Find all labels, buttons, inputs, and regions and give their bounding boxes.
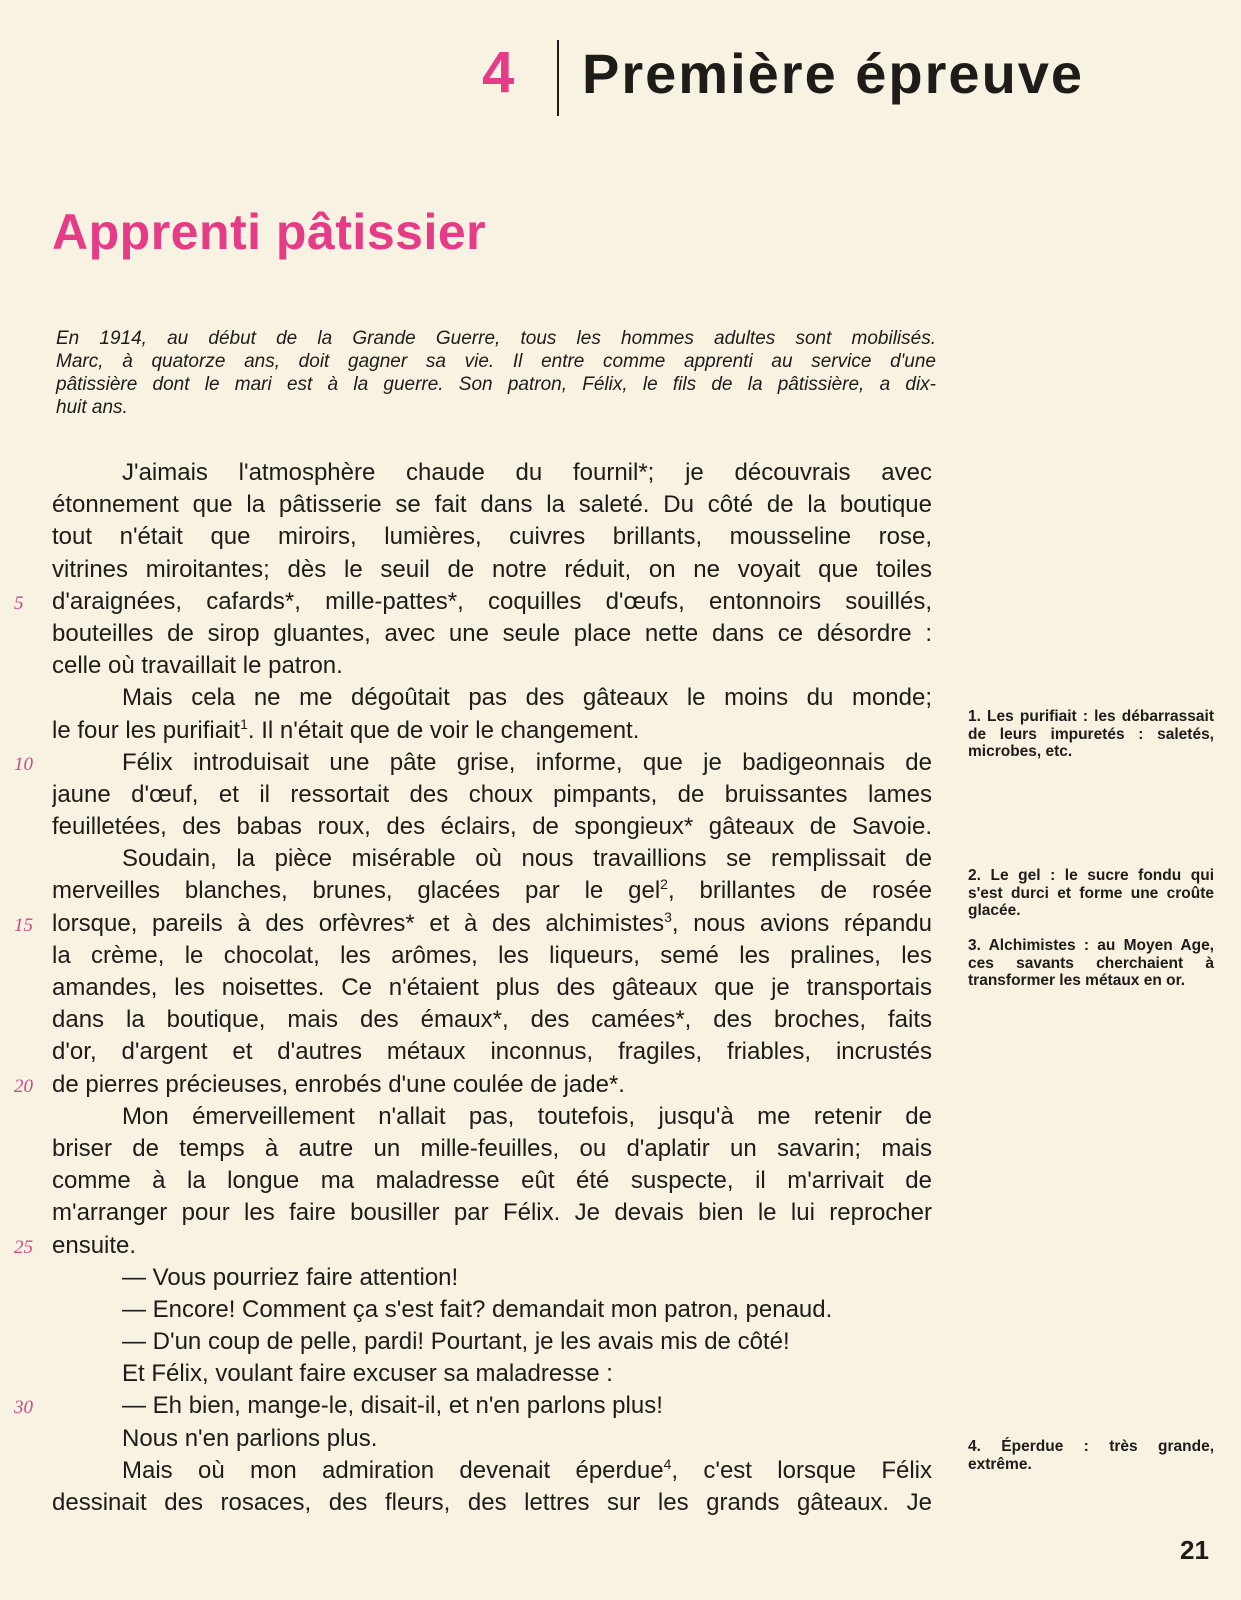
footnote-1: 1. Les purifiait : les débarrassait de leurs impuretés : saletés, microbes, etc. bbox=[968, 708, 1214, 760]
line-text-main: de pierres précieuses, enrobés d'une coulée de jade*. bbox=[52, 1070, 625, 1098]
line-text-main: — Vous pourriez faire attention! bbox=[122, 1263, 459, 1291]
line-text-main: d'or, d'argent et d'autres métaux inconnus, fragiles, friables, incrustés bbox=[52, 1038, 932, 1066]
text-line bbox=[52, 1165, 932, 1197]
text-line bbox=[52, 554, 932, 586]
line-text-main: J'aimais l'atmosphère chaude du fournil*; je découvrais avec bbox=[122, 459, 932, 486]
line-text-main: celle où travaillait le patron. bbox=[52, 652, 343, 680]
line-text-main: tout n'était que miroirs, lumières, cuivres brillants, mousseline rose, bbox=[52, 523, 932, 551]
line-text bbox=[52, 1294, 932, 1326]
text-line bbox=[14, 908, 932, 940]
text-line bbox=[52, 1262, 932, 1294]
line-text-main: m'arranger pour les faire bousiller par Félix. Je devais bien le lui reprocher bbox=[52, 1199, 932, 1227]
line-text bbox=[52, 908, 932, 940]
footnote-4: 4. Éperdue : très grande, extrême. bbox=[968, 1438, 1214, 1473]
line-text-main: Mais cela ne me dégoûtait pas des gâteaux le moins du monde; bbox=[122, 684, 932, 712]
line-text-main: ensuite. bbox=[52, 1231, 137, 1259]
intro-line: pâtissière dont le mari est à la guerre. Son patron, Félix, le fils de la pâtissière, a dix- bbox=[56, 374, 936, 395]
text-line bbox=[52, 457, 932, 489]
line-text bbox=[52, 940, 932, 972]
line-text-main: Mon émerveillement n'allait pas, toutefois, jusqu'à me retenir de bbox=[122, 1102, 932, 1130]
text-line bbox=[52, 1004, 932, 1036]
line-text bbox=[52, 1004, 932, 1036]
line-text bbox=[52, 682, 932, 714]
text-line bbox=[14, 1069, 932, 1101]
line-text bbox=[52, 1230, 932, 1262]
line-text-main: la crème, le chocolat, les arômes, les liqueurs, semé les pralines, les bbox=[52, 941, 932, 969]
line-text bbox=[52, 554, 932, 586]
line-text-main: briser de temps à autre un mille-feuilles, ou d'aplatir un savarin; mais bbox=[52, 1134, 932, 1162]
text-line bbox=[14, 586, 932, 618]
text-line bbox=[14, 747, 932, 779]
section-title: Apprenti pâtissier bbox=[52, 204, 487, 260]
text-line bbox=[52, 1036, 932, 1068]
footnote-2: 2. Le gel : le sucre fondu qui s'est durci et forme une croûte glacée. bbox=[968, 867, 1214, 919]
line-text-main: Et Félix, voulant faire excuser sa maladresse : bbox=[122, 1360, 613, 1388]
text-line bbox=[52, 1487, 932, 1519]
text-line bbox=[52, 650, 932, 682]
line-text-after: , brillantes de rosée bbox=[667, 877, 932, 905]
line-text bbox=[52, 1036, 932, 1068]
intro-line: huit ans. bbox=[56, 397, 128, 418]
text-line bbox=[52, 811, 932, 843]
line-text bbox=[52, 1358, 932, 1390]
intro-line: En 1914, au début de la Grande Guerre, tous les hommes adultes sont mobilisés. bbox=[56, 328, 936, 349]
text-line bbox=[52, 682, 932, 714]
line-text-main: comme à la longue ma maladresse eût été suspecte, il m'arrivait de bbox=[52, 1167, 932, 1195]
line-text bbox=[52, 811, 932, 843]
intro-paragraph bbox=[56, 327, 936, 419]
line-text bbox=[52, 843, 932, 875]
line-number: 5 bbox=[14, 592, 24, 614]
footnote-ref: 1 bbox=[240, 715, 248, 732]
line-text bbox=[52, 779, 932, 811]
line-text bbox=[52, 875, 932, 907]
line-text-main: le four les purifiait bbox=[52, 716, 241, 744]
line-number: 25 bbox=[14, 1236, 33, 1258]
line-text-main: merveilles blanches, brunes, glacées par le gel bbox=[52, 877, 661, 905]
text-line bbox=[52, 972, 932, 1004]
footnote-3: 3. Alchimistes : au Moyen Age, ces savants cherchaient à transformer les métaux en or. bbox=[968, 937, 1214, 989]
line-text-main: — Eh bien, mange-le, disait-il, et n'en parlons plus! bbox=[122, 1392, 663, 1420]
line-text bbox=[52, 747, 932, 779]
line-text bbox=[52, 618, 932, 650]
text-line bbox=[14, 1230, 932, 1262]
text-line bbox=[52, 1326, 932, 1358]
text-line bbox=[52, 1423, 932, 1455]
text-line bbox=[52, 1101, 932, 1133]
line-text bbox=[52, 1262, 932, 1294]
text-line bbox=[52, 1133, 932, 1165]
line-text-after: , c'est lorsque Félix bbox=[671, 1456, 932, 1484]
line-text-main: d'araignées, cafards*, mille-pattes*, coquilles d'œufs, entonnoirs souillés, bbox=[52, 587, 932, 615]
line-text bbox=[52, 1326, 932, 1358]
text-line bbox=[52, 618, 932, 650]
line-text-main: bouteilles de sirop gluantes, avec une seule place nette dans ce désordre : bbox=[52, 619, 932, 647]
body-text bbox=[14, 457, 932, 1519]
line-text bbox=[52, 650, 932, 682]
chapter-header bbox=[0, 40, 1241, 120]
line-text bbox=[52, 972, 932, 1004]
line-text-main: Félix introduisait une pâte grise, informe, que je badigeonnais de bbox=[122, 748, 932, 776]
line-text bbox=[52, 1390, 932, 1422]
text-line bbox=[52, 521, 932, 553]
line-text bbox=[52, 521, 932, 553]
line-text bbox=[52, 1197, 932, 1229]
chapter-title: Première épreuve bbox=[582, 42, 1085, 105]
text-line bbox=[52, 843, 932, 875]
line-text bbox=[52, 457, 932, 489]
line-text-main: Nous n'en parlions plus. bbox=[122, 1424, 378, 1452]
line-text-main: amandes, les noisettes. Ce n'étaient plus des gâteaux que je transportais bbox=[52, 974, 932, 1001]
line-text bbox=[52, 1165, 932, 1197]
footnote-ref: 3 bbox=[664, 908, 672, 925]
text-line bbox=[52, 940, 932, 972]
text-line bbox=[52, 1455, 932, 1487]
text-line bbox=[52, 1294, 932, 1326]
page-number: 21 bbox=[1180, 1535, 1209, 1565]
line-text-main: vitrines miroitantes; dès le seuil de notre réduit, on ne voyait que toiles bbox=[52, 555, 932, 583]
line-text-main: Soudain, la pièce misérable où nous travaillions se remplissait de bbox=[122, 845, 932, 873]
line-number: 15 bbox=[14, 914, 33, 936]
text-line bbox=[52, 489, 932, 521]
text-line bbox=[14, 1390, 932, 1422]
line-text-main: dessinait des rosaces, des fleurs, des lettres sur les grands gâteaux. Je bbox=[52, 1489, 932, 1516]
line-text-after: . Il n'était que de voir le changement. bbox=[247, 716, 640, 744]
chapter-separator bbox=[557, 40, 559, 116]
line-text bbox=[52, 1487, 932, 1519]
line-text bbox=[52, 1069, 932, 1101]
line-number: 20 bbox=[14, 1075, 33, 1097]
text-line bbox=[52, 779, 932, 811]
line-text-main: lorsque, pareils à des orfèvres* et à des alchimistes bbox=[52, 909, 665, 937]
line-text bbox=[52, 586, 932, 618]
line-text bbox=[52, 1101, 932, 1133]
line-text bbox=[52, 1423, 932, 1455]
line-text bbox=[52, 1455, 932, 1487]
line-number: 30 bbox=[14, 1397, 33, 1419]
line-text-main: — Encore! Comment ça s'est fait? demandait mon patron, penaud. bbox=[122, 1295, 833, 1323]
chapter-number: 4 bbox=[482, 40, 515, 105]
line-text-after: , nous avions répandu bbox=[671, 909, 932, 937]
line-text-main: — D'un coup de pelle, pardi! Pourtant, je les avais mis de côté! bbox=[122, 1328, 790, 1356]
line-text-main: dans la boutique, mais des émaux*, des camées*, des broches, faits bbox=[52, 1006, 932, 1034]
text-line bbox=[52, 875, 932, 907]
line-text bbox=[52, 1133, 932, 1165]
line-text-main: étonnement que la pâtisserie se fait dans la saleté. Du côté de la boutique bbox=[52, 491, 932, 519]
text-line bbox=[52, 1358, 932, 1390]
text-line bbox=[52, 1197, 932, 1229]
line-text-main: jaune d'œuf, et il ressortait des choux pimpants, de bruissantes lames bbox=[52, 780, 932, 808]
line-text-main: Mais où mon admiration devenait éperdue bbox=[122, 1456, 664, 1484]
line-number: 10 bbox=[14, 753, 33, 775]
text-line bbox=[52, 715, 932, 747]
footnote-ref: 4 bbox=[663, 1455, 672, 1472]
line-text-main: feuilletées, des babas roux, des éclairs, de spongieux* gâteaux de Savoie. bbox=[52, 813, 932, 841]
line-text bbox=[52, 489, 932, 521]
intro-line: Marc, à quatorze ans, doit gagner sa vie. Il entre comme apprenti au service d'une bbox=[56, 351, 936, 372]
line-text bbox=[52, 715, 932, 747]
footnote-ref: 2 bbox=[660, 876, 668, 893]
